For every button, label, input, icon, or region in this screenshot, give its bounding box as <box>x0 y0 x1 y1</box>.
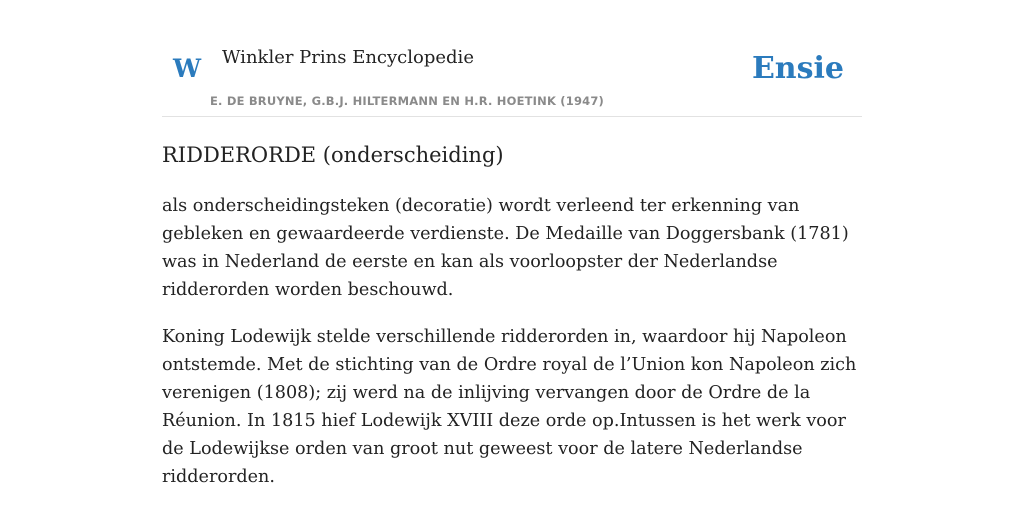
source-title[interactable]: Winkler Prins Encyclopedie <box>222 47 474 68</box>
source-authors: E. DE BRUYNE, G.B.J. HILTERMANN EN H.R. HOETINK (1947) <box>210 94 605 108</box>
source-header <box>162 0 862 117</box>
entry-paragraph: als onderscheidingsteken (decoratie) wordt verleend ter erkenning van gebleken en gewaardeerde verdienste. De Medaille van Doggersbank (1781) was in Nederland de eerste en kan als voorloopster der Nederlandse ridderorden worden beschouwd. <box>162 196 849 300</box>
winkler-prins-logo: W <box>173 54 202 83</box>
entry-body <box>162 192 862 510</box>
entry-paragraph: Koning Lodewijk stelde verschillende ridderorden in, waardoor hij Napoleon ontstemde. Met de stichting van de Ordre royal de l’Union kon Napoleon zich verenigen (1808); zij werd na de inlijving vervangen door de Ordre de la Réunion. In 1815 hief Lodewijk XVIII deze orde op.Intussen is het werk voor de Lodewijkse orden van groot nut geweest voor de latere Nederlandse ridderorden. <box>162 327 857 487</box>
entry-card <box>162 0 862 487</box>
entry-title: RIDDERORDE (onderscheiding) <box>162 143 504 167</box>
ensie-logo[interactable]: Ensie <box>751 51 844 86</box>
